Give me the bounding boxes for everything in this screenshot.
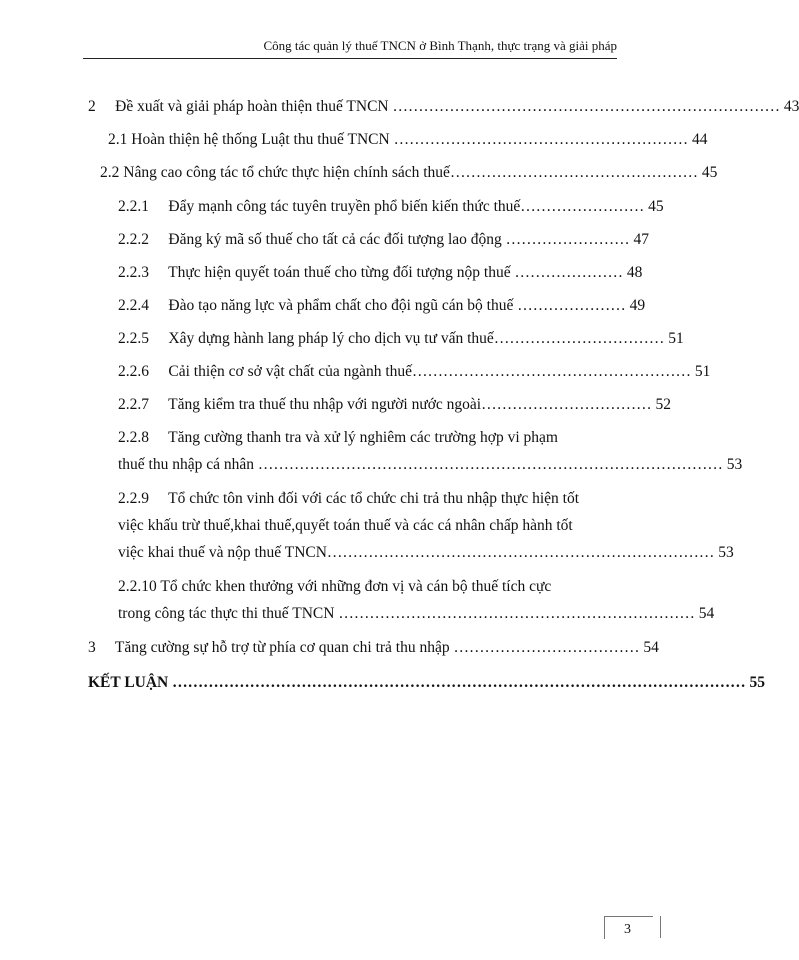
toc-entry[interactable] (118, 263, 642, 283)
toc-leader: ………………… (517, 297, 626, 314)
toc-entry[interactable] (118, 362, 710, 382)
toc-number: 2.2.5 (118, 330, 149, 347)
toc-leader: …………………………… (493, 330, 665, 347)
toc-title-line2: việc khấu trừ thuế,khai thuế,quyết toán thuế và các cá nhân chấp hành tốt (118, 517, 573, 534)
toc-leader: …………………………… (481, 396, 652, 413)
toc-title: Tăng cường thanh tra và xử lý nghiêm các trường hợp vi phạm (168, 429, 558, 446)
toc-leader: ………………… (514, 264, 623, 281)
toc-number: 2.2 (100, 164, 120, 181)
toc-title: Thực hiện quyết toán thuế cho từng đối tượng nộp thuế (168, 264, 515, 281)
toc-page: 55 (749, 674, 765, 691)
toc-title: Tăng kiểm tra thuế thu nhập với người nước ngoài (168, 396, 482, 413)
toc-leader: …………………………………………………………… (338, 605, 695, 622)
toc-leader: ………………………………………………………………………………………………… (172, 674, 746, 691)
page-number-frame-edge (660, 916, 661, 938)
toc-title: Nâng cao công tác tổ chức thực hiện chính sách thuế (123, 164, 450, 181)
toc-entry-continuation[interactable] (118, 455, 742, 475)
toc-number: 2.2.3 (118, 264, 149, 281)
running-header: Công tác quản lý thuế TNCN ở Bình Thạnh, thực trạng và giải pháp (263, 38, 617, 53)
toc-number: 2.2.1 (118, 198, 149, 215)
toc-page: 49 (629, 297, 646, 314)
toc-title: Đăng ký mã số thuế cho tất cả các đối tượng lao động (168, 231, 506, 248)
toc-leader: ……………………………………………… (412, 363, 692, 380)
toc-title: Tổ chức tôn vinh đối với các tổ chức chi trả thu nhập thực hiện tốt (168, 490, 579, 507)
toc-title-line3: việc khai thuế và nộp thuế TNCN (118, 544, 327, 561)
toc-number: 3 (88, 639, 96, 656)
toc-number: 2.2.2 (118, 231, 149, 248)
toc-page: 48 (626, 264, 643, 281)
toc-title: Tổ chức khen thưởng với những đơn vị và cán bộ thuế tích cực (160, 578, 552, 595)
toc-entry[interactable] (118, 489, 579, 509)
toc-title: Đào tạo năng lực và phẩm chất cho đội ngũ cán bộ thuế (168, 297, 518, 314)
toc-title: Cải thiện cơ sở vật chất của ngành thuế (168, 363, 413, 380)
toc-entry[interactable] (118, 329, 684, 349)
toc-number: 2.2.6 (118, 363, 149, 380)
toc-entry-continuation[interactable] (118, 516, 573, 536)
toc-number: 2.2.7 (118, 396, 149, 413)
page-number: 3 (624, 922, 631, 937)
toc-leader: ………………………………………………… (393, 131, 689, 148)
toc-entry[interactable] (118, 428, 558, 448)
toc-page: 51 (694, 363, 711, 380)
toc-number: 2.2.4 (118, 297, 149, 314)
toc-leader: …………………… (520, 198, 645, 215)
toc-leader: ………………………………………………………………… (392, 98, 780, 115)
toc-number: 2.2.10 (118, 578, 157, 595)
toc-entry-continuation[interactable] (118, 543, 734, 563)
toc-number: 2 (88, 98, 96, 115)
header-rule (83, 58, 617, 59)
toc-page: 53 (726, 456, 743, 473)
toc-title: Tăng cường sự hỗ trợ từ phía cơ quan chi trả thu nhập (114, 639, 454, 656)
toc-entry[interactable] (118, 197, 664, 217)
toc-page: 44 (691, 131, 708, 148)
toc-page: 53 (718, 544, 734, 561)
toc-leader: ………………………………………… (449, 164, 698, 181)
toc-title: KẾT LUẬN (88, 674, 173, 691)
toc-leader: …………………… (505, 231, 630, 248)
toc-title: Xây dựng hành lang pháp lý cho dịch vụ tư vấn thuế (168, 330, 494, 347)
toc-page: 54 (643, 639, 659, 656)
toc-number: 2.1 (108, 131, 128, 148)
toc-entry[interactable] (118, 230, 649, 250)
toc-entry[interactable] (108, 130, 707, 150)
toc-page: 45 (701, 164, 718, 181)
toc-entry[interactable] (118, 395, 671, 415)
toc-entry[interactable] (88, 638, 659, 658)
toc-page: 54 (698, 605, 715, 622)
toc-leader: ………………………………………………………………… (326, 544, 715, 561)
toc-entry[interactable] (118, 296, 645, 316)
toc-page: 51 (668, 330, 684, 347)
toc-page: 43 (783, 98, 799, 115)
toc-title-line2: thuế thu nhập cá nhân (118, 456, 258, 473)
toc-leader: ……………………………… (453, 639, 640, 656)
toc-entry-conclusion[interactable] (88, 673, 765, 693)
toc-entry[interactable] (118, 577, 551, 597)
toc-title: Hoàn thiện hệ thống Luật thu thuế TNCN (131, 131, 394, 148)
toc-entry[interactable] (100, 163, 717, 183)
toc-title-line2: trong công tác thực thi thuế TNCN (118, 605, 339, 622)
toc-number: 2.2.9 (118, 490, 149, 507)
toc-number: 2.2.8 (118, 429, 149, 446)
toc-page: 52 (655, 396, 671, 413)
toc-title: Đề xuất và giải pháp hoàn thiện thuế TNCN (115, 98, 393, 115)
toc-title: Đẩy mạnh công tác tuyên truyền phổ biến kiến thức thuế (168, 198, 521, 215)
toc-page: 47 (633, 231, 650, 248)
toc-entry-continuation[interactable] (118, 604, 714, 624)
toc-entry[interactable] (88, 97, 799, 117)
toc-leader: ……………………………………………………………………………… (257, 456, 723, 473)
toc-page: 45 (648, 198, 664, 215)
